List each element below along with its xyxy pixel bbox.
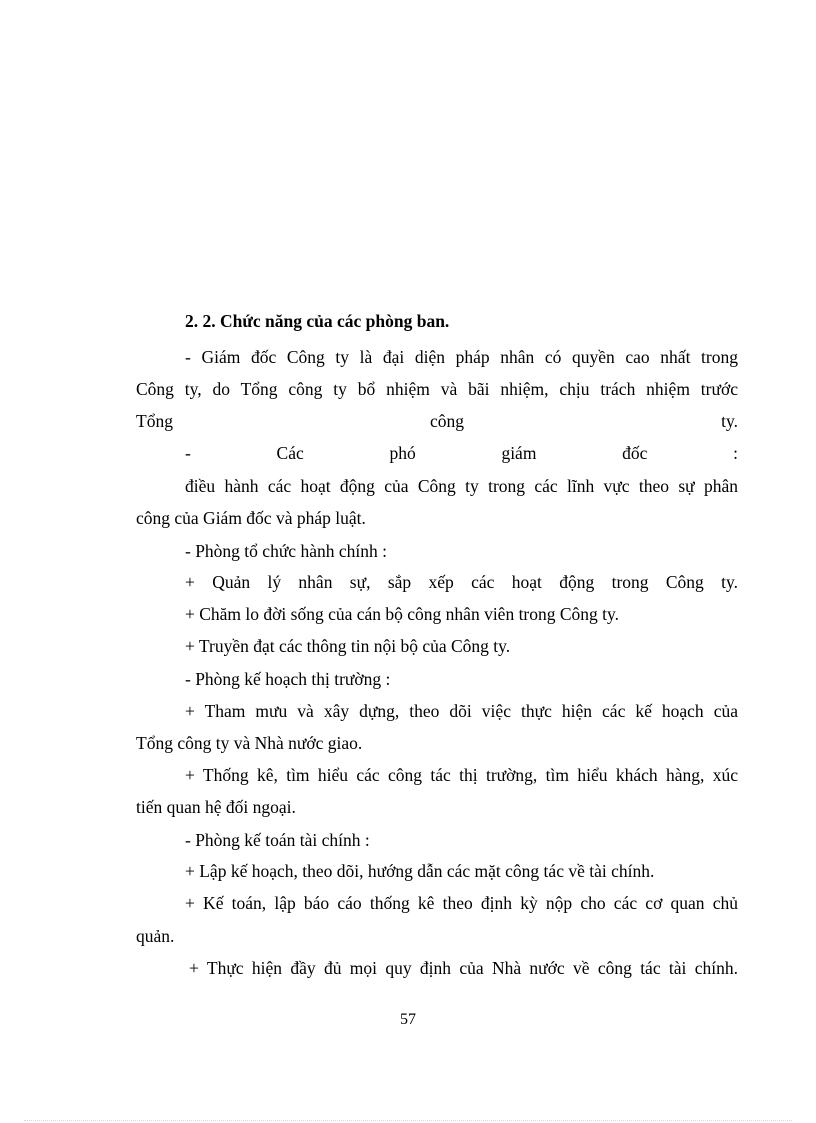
page-bottom-divider [24,1120,792,1121]
paragraph-line: công của Giám đốc và pháp luật. [136,508,366,528]
paragraph-line: - Giám đốc Công ty là đại diện pháp nhân có quyền cao nhất trong [185,347,738,367]
paragraph-line: + Kế toán, lập báo cáo thống kê theo định kỳ nộp cho các cơ quan chủ [185,893,738,913]
paragraph-line: + Thống kê, tìm hiểu các công tác thị trường, tìm hiểu khách hàng, xúc [185,765,738,785]
paragraph-line: + Thực hiện đầy đủ mọi quy định của Nhà nước về công tác tài chính. [189,958,738,978]
paragraph-line: - Phòng kế hoạch thị trường : [185,669,391,689]
paragraph-line: quản. [136,926,175,946]
paragraph-line: + Lập kế hoạch, theo dõi, hướng dẫn các mặt công tác về tài chính. [185,861,655,881]
paragraph-line: - Phòng tổ chức hành chính : [185,541,387,561]
paragraph-line: Công ty, do Tổng công ty bổ nhiệm và bãi nhiệm, chịu trách nhiệm trước [136,379,738,399]
section-heading: 2. 2. Chức năng của các phòng ban. [185,311,450,331]
paragraph-line: Tổng công ty. [136,411,738,431]
paragraph-line: - Các phó giám đốc : [185,443,738,463]
paragraph-line: + Quản lý nhân sự, sắp xếp các hoạt động trong Công ty. [185,572,738,592]
paragraph-line: + Tham mưu và xây dựng, theo dõi việc thực hiện các kế hoạch của [185,701,738,721]
paragraph-line: Tổng công ty và Nhà nước giao. [136,733,363,753]
paragraph-line: + Chăm lo đời sống của cán bộ công nhân viên trong Công ty. [185,604,620,624]
page-number: 57 [400,1011,416,1028]
paragraph-line: - Phòng kế toán tài chính : [185,830,370,850]
paragraph-line: điều hành các hoạt động của Công ty trong các lĩnh vực theo sự phân [185,476,738,496]
paragraph-line: + Truyền đạt các thông tin nội bộ của Công ty. [185,636,511,656]
paragraph-line: tiến quan hệ đối ngoại. [136,797,296,817]
